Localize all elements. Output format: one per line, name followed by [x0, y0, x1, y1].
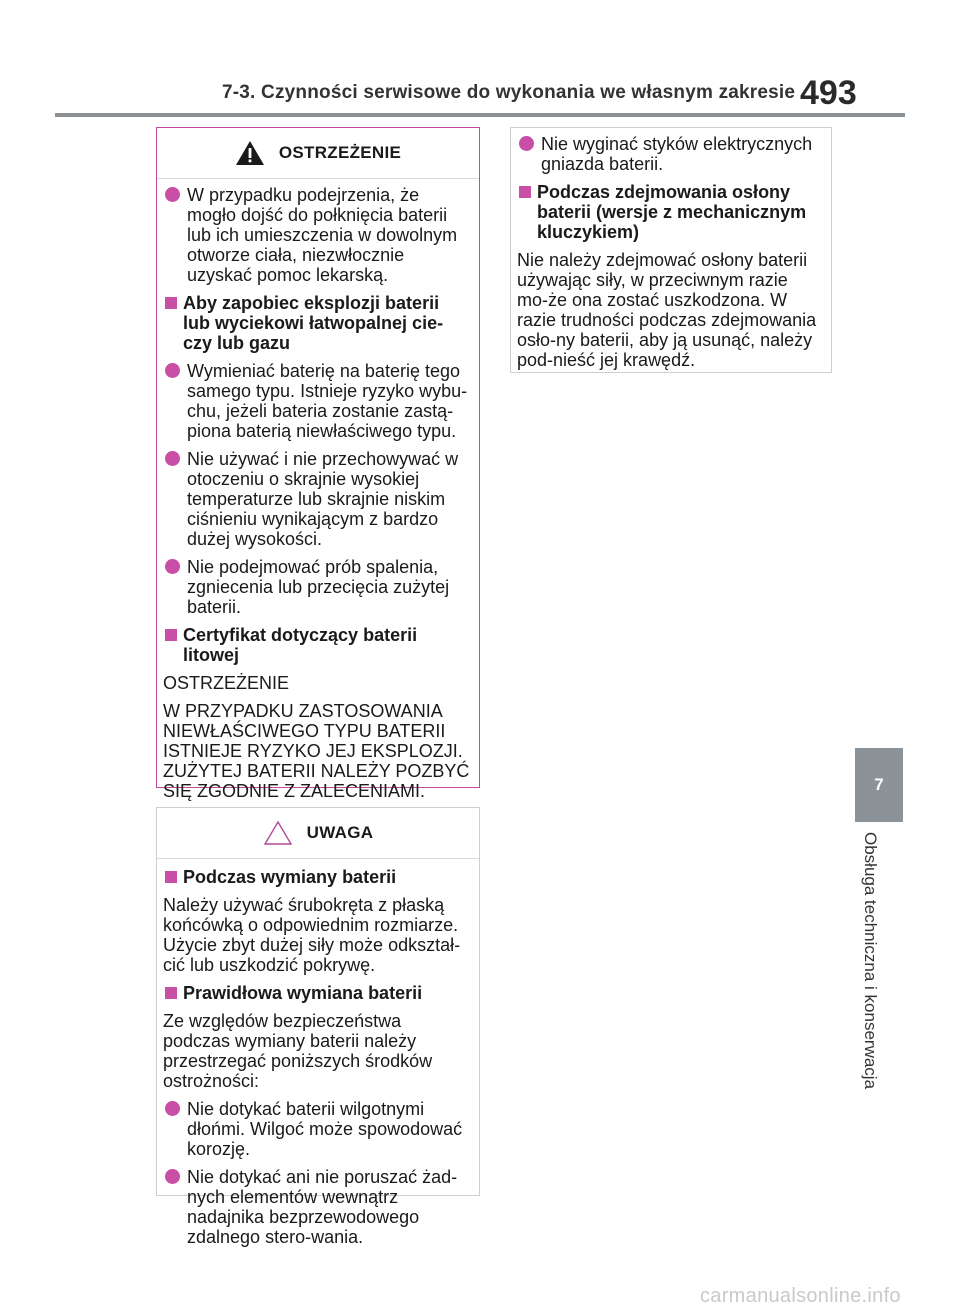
notice-box	[156, 807, 480, 1247]
bullet-text: Nie dotykać baterii wilgotnymi dłońmi. Wilgoć może spowodować korozję.	[187, 1099, 463, 1159]
warning-box	[156, 127, 480, 801]
bullet-dot-icon	[519, 136, 534, 151]
square-marker-icon	[165, 297, 177, 309]
bullet-item	[163, 185, 471, 285]
bullet-text: Wymieniać baterię na baterię tego samego typu. Istnieje ryzyko wybu-chu, jeżeli bateria zostanie zastą-piona baterią niewłaściwego typu.	[187, 361, 468, 441]
warning-box-header	[157, 128, 479, 179]
paragraph-text: OSTRZEŻENIE	[163, 673, 290, 693]
bullet-dot-icon	[165, 187, 180, 202]
header-rule	[55, 113, 905, 117]
bullet-dot-icon	[165, 363, 180, 378]
caution-triangle-icon	[263, 820, 293, 846]
notice-heading: UWAGA	[306, 823, 374, 842]
paragraph	[163, 701, 471, 801]
bullet-dot-icon	[165, 451, 180, 466]
paragraph	[163, 1011, 471, 1091]
bullet-item	[163, 557, 471, 617]
section-heading	[163, 625, 471, 665]
section-heading-text: Podczas zdejmowania osłony baterii (wersje z mechanicznym kluczykiem)	[537, 182, 807, 242]
bullet-item	[163, 361, 471, 441]
section-heading	[163, 983, 471, 1003]
bullet-dot-icon	[165, 1101, 180, 1116]
bullet-item	[163, 449, 471, 549]
warning-triangle-icon	[235, 140, 265, 166]
notice-box-header	[157, 808, 479, 859]
section-heading	[163, 867, 471, 887]
paragraph-text: Ze względów bezpieczeństwa podczas wymiany baterii należy przestrzegać poniższych środków ostrożności:	[163, 1011, 433, 1091]
page-number: 493	[800, 74, 857, 112]
continued-box-body	[511, 128, 831, 370]
chapter-title: Obsługa techniczna i konserwacja	[861, 832, 880, 1090]
paragraph	[163, 895, 471, 975]
paragraph	[517, 250, 823, 370]
watermark: carmanualsonline.info	[700, 1285, 901, 1307]
bullet-dot-icon	[165, 559, 180, 574]
section-heading-text: Podczas wymiany baterii	[183, 867, 397, 887]
square-marker-icon	[165, 871, 177, 883]
section-heading-text: Certyfikat dotyczący baterii litowej	[183, 625, 418, 665]
bullet-item	[163, 1099, 471, 1159]
bullet-text: Nie wyginać styków elektrycznych gniazda baterii.	[541, 134, 813, 174]
bullet-dot-icon	[165, 1169, 180, 1184]
bullet-item	[517, 134, 823, 174]
paragraph	[163, 673, 471, 693]
bullet-item	[163, 1167, 471, 1247]
continued-box	[510, 127, 832, 373]
bullet-text: Nie używać i nie przechowywać w otoczeniu o skrajnie wysokiej temperaturze lub skrajnie niskim ciśnieniu wynikającym z bardzo dużej wysokości.	[187, 449, 459, 549]
square-marker-icon	[519, 186, 531, 198]
section-heading	[517, 182, 823, 242]
square-marker-icon	[165, 629, 177, 641]
section-heading-text: Aby zapobiec eksplozji baterii lub wyciekowi łatwopalnej cie-czy lub gazu	[183, 293, 444, 353]
notice-box-body	[157, 859, 479, 1247]
warning-box-body	[157, 179, 479, 801]
paragraph-text: Należy używać śrubokręta z płaską końcówką o odpowiednim rozmiarze. Użycie zbyt dużej siły może odkształ-cić lub uszkodzić pokrywę.	[163, 895, 461, 975]
paragraph-text: W PRZYPADKU ZASTOSOWANIA NIEWŁAŚCIWEGO TYPU BATERII ISTNIEJE RYZYKO JEJ EKSPLOZJI. ZUŻYTEJ BATERII NALEŻY POZBYĆ SIĘ ZGODNIE Z ZALECENIAMI.	[163, 701, 470, 801]
section-heading	[163, 293, 471, 353]
section-heading-text: Prawidłowa wymiana baterii	[183, 983, 423, 1003]
chapter-tab: 7	[855, 748, 903, 822]
square-marker-icon	[165, 987, 177, 999]
bullet-text: Nie dotykać ani nie poruszać żad-nych elementów wewnątrz nadajnika bezprzewodowego zdalnego stero-wania.	[187, 1167, 458, 1247]
warning-heading: OSTRZEŻENIE	[278, 143, 402, 162]
bullet-text: W przypadku podejrzenia, że mogło dojść do połknięcia baterii lub ich umieszczenia w dowolnym otworze ciała, niezwłocznie uzyskać pomoc lekarską.	[187, 185, 458, 285]
paragraph-text: Nie należy zdejmować osłony baterii używając siły, w przeciwnym razie mo-że ona zostać uszkodzona. W razie trudności podczas zdejmowania osło-ny baterii, aby ją usunąć, należy pod-nieść jej krawędź.	[517, 250, 817, 370]
bullet-text: Nie podejmować prób spalenia, zgniecenia lub przecięcia zużytej baterii.	[187, 557, 450, 617]
section-title: 7-3. Czynności serwisowe do wykonania we własnym zakresie	[222, 82, 796, 103]
